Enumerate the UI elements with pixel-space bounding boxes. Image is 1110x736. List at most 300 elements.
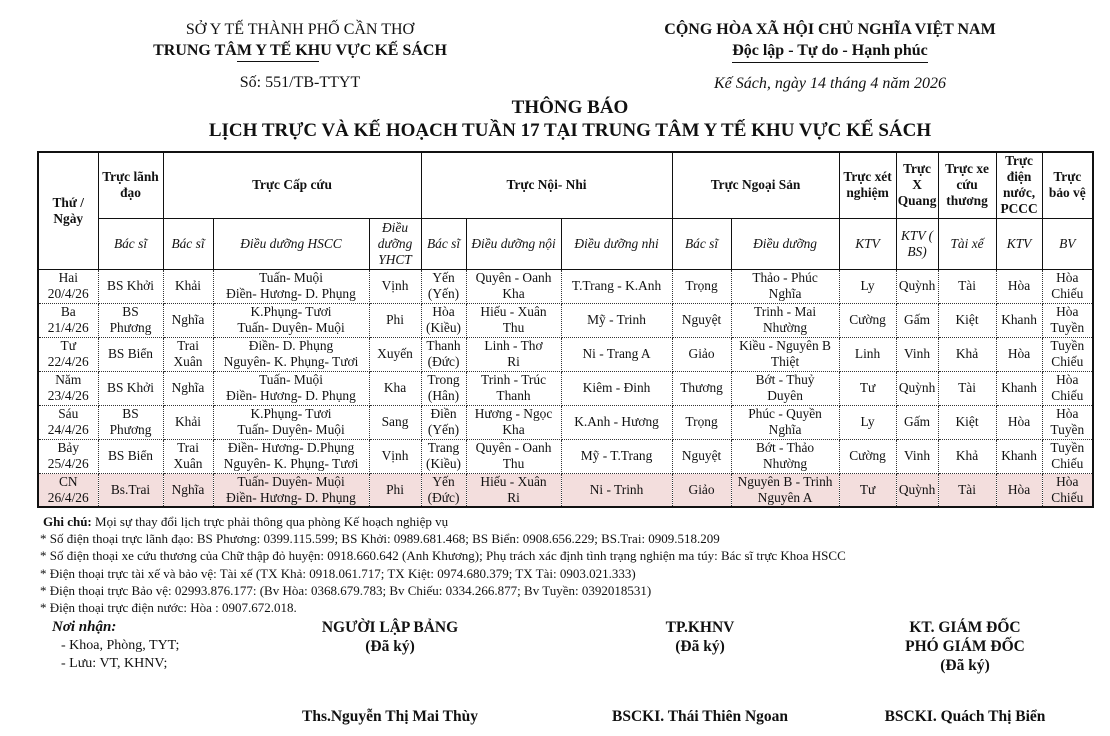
- signature-preparer: [290, 618, 490, 725]
- cell-text: Hòa: [432, 304, 455, 319]
- note-general-text: Mọi sự thay đổi lịch trực phải thông qua phòng Kế hoạch nghiệp vụ: [91, 514, 449, 529]
- organization-name: [120, 40, 480, 62]
- cell-text: Kiều - Nguyên B: [739, 338, 831, 353]
- internal-doctor-cell: [421, 303, 466, 337]
- cell-text: Khả: [955, 346, 979, 361]
- xray-cell: [896, 371, 938, 405]
- cell-text: Giảo: [688, 346, 715, 361]
- header-surgery-obstetrics: Trực Ngoại Sản: [672, 152, 839, 218]
- cell-text: Thu: [502, 456, 525, 471]
- xray-cell: [896, 439, 938, 473]
- issuing-agency-block: [120, 20, 480, 92]
- cell-text: Tuyền: [1050, 422, 1085, 437]
- xray-cell: [896, 337, 938, 371]
- cell-text: Phi: [386, 312, 404, 327]
- cell-text: Tuyền: [1050, 338, 1085, 353]
- cell-text: Nghĩa: [768, 286, 802, 301]
- internal-nurse-cell: [466, 405, 561, 439]
- guard-cell: [1042, 269, 1093, 303]
- table-row: [38, 439, 1093, 473]
- cell-text: K.Anh - Hương: [574, 414, 659, 429]
- cell-text: BS: [122, 406, 139, 421]
- cell-text: 23/4/26: [47, 388, 89, 403]
- cell-text: Trinh - Mai: [754, 304, 817, 319]
- cell-text: Kha: [383, 380, 407, 395]
- subheader-lab-tech: KTV: [839, 218, 896, 269]
- cell-text: Tuấn- Muội: [259, 372, 323, 387]
- internal-nurse-cell: [466, 371, 561, 405]
- cell-text: Ni - Trang A: [582, 346, 651, 361]
- cell-text: Hiếu - Xuân: [480, 473, 547, 489]
- signature-role: KT. GIÁM ĐỐC: [909, 619, 1021, 636]
- signature-status: (Đã ký): [675, 638, 725, 655]
- cell-text: Hương - Ngọc: [474, 406, 553, 421]
- title-schedule: LỊCH TRỰC VÀ KẾ HOẠCH TUẦN 17 TẠI TRUNG TÂM Y TẾ KHU VỰC KẾ SÁCH: [208, 120, 932, 141]
- internal-doctor-cell: [421, 473, 466, 507]
- recipient-item: - Lưu: VT, KHNV;: [61, 656, 168, 671]
- cell-text: Xuyến: [377, 346, 413, 361]
- cell-text: BS Khởi: [107, 278, 154, 293]
- subheader-xray-tech: KTV ( BS): [896, 218, 938, 269]
- cell-text: Nhường: [762, 456, 808, 471]
- internal-nurse-cell: [466, 473, 561, 507]
- guard-cell: [1042, 303, 1093, 337]
- header-internal-pediatrics: Trực Nội- Nhi: [421, 152, 672, 218]
- surgery-doctor-cell: [672, 303, 731, 337]
- cell-text: Tuấn- Duyên- Muội: [237, 473, 345, 489]
- cell-text: Chiếu: [1051, 388, 1084, 403]
- er-yhct-cell: [369, 337, 421, 371]
- cell-text: Khanh: [1001, 448, 1037, 463]
- leader-cell: [98, 303, 163, 337]
- cell-text: Chiếu: [1051, 489, 1084, 505]
- er-nurse-cell: [213, 337, 369, 371]
- driver-cell: [938, 405, 996, 439]
- cell-text: 25/4/26: [47, 456, 89, 471]
- cell-text: Nguyệt: [681, 312, 722, 327]
- cell-text: Cường: [849, 312, 886, 327]
- cell-text: Nguyên- K. Phụng- Tươi: [223, 354, 359, 369]
- cell-text: Trong: [427, 372, 460, 387]
- cell-text: Tuấn- Duyên- Muội: [237, 320, 345, 335]
- cell-text: Chiếu: [1051, 286, 1084, 301]
- er-yhct-cell: [369, 371, 421, 405]
- surgery-doctor-cell: [672, 405, 731, 439]
- er-yhct-cell: [369, 405, 421, 439]
- cell-text: 24/4/26: [47, 422, 89, 437]
- utilities-cell: [996, 405, 1042, 439]
- cell-text: K.Phụng- Tươi: [250, 406, 332, 421]
- cell-text: Kiêm - Đinh: [582, 380, 651, 395]
- cell-text: Trọng: [685, 278, 718, 293]
- note-line: * Số điện thoại trực lãnh đạo: BS Phương: 0399.115.599; BS Khởi: 0989.681.468; BS Biển: 0908.656.229; BS.Trai: 0909.518.209: [40, 531, 720, 547]
- cell-text: Quỳnh: [898, 380, 936, 395]
- internal-doctor-cell: [421, 371, 466, 405]
- er-doctor-cell: [163, 439, 213, 473]
- cell-text: Điền- D. Phụng: [248, 338, 334, 353]
- cell-text: Duyên: [767, 388, 803, 403]
- cell-text: Ri: [507, 489, 520, 505]
- cell-text: Linh - Thơ: [484, 338, 543, 353]
- cell-text: 20/4/26: [47, 286, 89, 301]
- er-yhct-cell: [369, 473, 421, 507]
- cell-text: Phương: [109, 422, 152, 437]
- subheader-driver: Tài xế: [938, 218, 996, 269]
- organization-underline: [237, 61, 319, 62]
- leader-cell: [98, 473, 163, 507]
- cell-text: Kiệt: [955, 414, 979, 429]
- day-cell: [38, 405, 98, 439]
- cell-text: Nghĩa: [171, 481, 205, 497]
- utilities-cell: [996, 303, 1042, 337]
- internal-nurse-cell: [466, 337, 561, 371]
- surgery-doctor-cell: [672, 439, 731, 473]
- lab-cell: [839, 371, 896, 405]
- er-yhct-cell: [369, 439, 421, 473]
- pediatric-nurse-cell: [561, 269, 672, 303]
- signature-role: PHÓ GIÁM ĐỐC: [905, 638, 1025, 655]
- organization-label: TRUNG TÂM Y TẾ KHU VỰC KẾ SÁCH: [153, 42, 447, 59]
- surgery-nurse-cell: [731, 371, 839, 405]
- cell-text: Hòa: [1007, 481, 1031, 497]
- cell-text: Khanh: [1001, 312, 1037, 327]
- cell-text: Thảo - Phúc: [752, 270, 818, 285]
- cell-text: Thu: [502, 320, 525, 335]
- cell-text: Vinh: [904, 346, 931, 361]
- er-nurse-cell: [213, 473, 369, 507]
- signature-khnv-head: [600, 618, 800, 725]
- cell-text: Hiếu - Xuân: [480, 304, 547, 319]
- note-line: * Điện thoại trực tài xế và bảo vệ: Tài xế (TX Khả: 0918.061.717; TX Kiệt: 0974.680.379; TX Tài: 0903.021.333): [40, 565, 636, 581]
- cell-text: (Yến): [427, 286, 460, 301]
- subheader-pediatric-nurse: Điều dưỡng nhi: [561, 218, 672, 269]
- signature-name: Ths.Nguyễn Thị Mai Thùy: [301, 708, 479, 725]
- lab-cell: [839, 439, 896, 473]
- cell-text: Hai: [58, 270, 78, 285]
- subheader-leadership-doctor: Bác sĩ: [98, 218, 163, 269]
- internal-doctor-cell: [421, 337, 466, 371]
- cell-text: (Hân): [427, 388, 460, 403]
- subheader-surgery-doctor: Bác sĩ: [672, 218, 731, 269]
- internal-doctor-cell: [421, 269, 466, 303]
- header-utilities: Trực điện nước, PCCC: [996, 152, 1042, 218]
- driver-cell: [938, 303, 996, 337]
- lab-cell: [839, 269, 896, 303]
- cell-text: Nguyên A: [757, 489, 813, 505]
- cell-text: Vịnh: [381, 448, 409, 463]
- cell-text: Điền- Hương- D. Phụng: [226, 489, 356, 505]
- cell-text: Nguyên B - Trinh: [737, 473, 833, 489]
- day-cell: [38, 473, 98, 507]
- header-leadership: Trực lãnh đạo: [98, 152, 163, 218]
- cell-text: Gấm: [904, 414, 931, 429]
- lab-cell: [839, 405, 896, 439]
- cell-text: Kha: [502, 422, 525, 437]
- leader-cell: [98, 337, 163, 371]
- cell-text: Trinh - Trúc: [481, 372, 547, 387]
- cell-text: Hòa: [1007, 414, 1031, 429]
- surgery-nurse-cell: [731, 269, 839, 303]
- header-day: Thứ / Ngày: [38, 152, 98, 269]
- lab-cell: [839, 303, 896, 337]
- table-row: [38, 371, 1093, 405]
- nation-title: CỘNG HÒA XÃ HỘI CHỦ NGHĨA VIỆT NAM: [664, 21, 996, 38]
- leader-cell: [98, 269, 163, 303]
- table-sub-header-row: [38, 218, 1093, 269]
- note-general: [40, 513, 1090, 530]
- subheader-guard: BV: [1042, 218, 1093, 269]
- cell-text: CN: [58, 473, 78, 489]
- signature-status: (Đã ký): [940, 657, 990, 674]
- cell-text: Tuấn- Duyên- Muội: [237, 422, 345, 437]
- cell-text: Nghĩa: [171, 312, 205, 327]
- cell-text: Phi: [386, 481, 404, 497]
- cell-text: Khải: [174, 278, 202, 293]
- cell-text: Trai: [177, 440, 199, 455]
- cell-text: Thiệt: [770, 354, 800, 369]
- cell-text: Ba: [60, 304, 76, 319]
- lab-cell: [839, 473, 896, 507]
- internal-nurse-cell: [466, 439, 561, 473]
- note-line: * Điện thoại trực điện nước: Hòa : 0907.672.018.: [40, 600, 297, 616]
- cell-text: Trọng: [685, 414, 718, 429]
- cell-text: Tư: [859, 481, 876, 497]
- notes-section: [40, 513, 1090, 616]
- cell-text: Khanh: [1001, 380, 1037, 395]
- internal-doctor-cell: [421, 439, 466, 473]
- national-header-block: [620, 20, 1040, 93]
- guard-cell: [1042, 473, 1093, 507]
- cell-text: Giảo: [688, 481, 715, 497]
- driver-cell: [938, 439, 996, 473]
- document-number: Số: 551/TB-TTYT: [239, 74, 361, 91]
- cell-text: Hòa: [1056, 304, 1079, 319]
- cell-text: BS: [122, 304, 139, 319]
- xray-cell: [896, 405, 938, 439]
- cell-text: (Đức): [427, 354, 460, 369]
- day-cell: [38, 269, 98, 303]
- utilities-cell: [996, 473, 1042, 507]
- document-title: [0, 97, 1110, 143]
- pediatric-nurse-cell: [561, 371, 672, 405]
- guard-cell: [1042, 405, 1093, 439]
- utilities-cell: [996, 269, 1042, 303]
- cell-text: Điền- Hương- D. Phụng: [226, 286, 356, 301]
- cell-text: Xuân: [173, 456, 203, 471]
- cell-text: Hòa: [1007, 346, 1031, 361]
- cell-text: Nghĩa: [171, 380, 205, 395]
- cell-text: Hòa: [1056, 372, 1079, 387]
- cell-text: Phương: [109, 320, 152, 335]
- cell-text: Gấm: [904, 312, 931, 327]
- leader-cell: [98, 405, 163, 439]
- subheader-internal-doctor: Bác sĩ: [421, 218, 466, 269]
- er-nurse-cell: [213, 405, 369, 439]
- cell-text: Bớt - Thuỷ: [755, 372, 815, 387]
- cell-text: Tài: [958, 278, 976, 293]
- cell-text: 22/4/26: [47, 354, 89, 369]
- cell-text: Hòa: [1056, 473, 1079, 489]
- cell-text: Quỳnh: [898, 481, 936, 497]
- surgery-doctor-cell: [672, 337, 731, 371]
- internal-nurse-cell: [466, 269, 561, 303]
- table-group-header-row: [38, 152, 1093, 218]
- cell-text: Tuấn- Muội: [259, 270, 323, 285]
- cell-text: Tư: [60, 338, 76, 353]
- cell-text: Ly: [860, 414, 875, 429]
- note-title: Ghi chú:: [43, 514, 92, 529]
- guard-cell: [1042, 371, 1093, 405]
- cell-text: (Kiều): [426, 456, 461, 471]
- national-motto: Độc lập - Tự do - Hạnh phúc: [732, 40, 928, 63]
- cell-text: Xuân: [173, 354, 203, 369]
- cell-text: Điền: [430, 406, 457, 421]
- cell-text: Yến: [432, 270, 455, 285]
- duty-schedule-table: [37, 151, 1094, 508]
- cell-text: Thanh: [426, 338, 461, 353]
- cell-text: Nhường: [762, 320, 808, 335]
- er-doctor-cell: [163, 371, 213, 405]
- cell-text: Cường: [849, 448, 886, 463]
- cell-text: Nguyên- K. Phụng- Tươi: [223, 456, 359, 471]
- cell-text: Tài: [958, 380, 976, 395]
- er-yhct-cell: [369, 269, 421, 303]
- cell-text: Điền- Hương- D. Phụng: [226, 388, 356, 403]
- internal-doctor-cell: [421, 405, 466, 439]
- issue-date: Kế Sách, ngày 14 tháng 4 năm 2026: [714, 75, 946, 92]
- table-row: [38, 269, 1093, 303]
- cell-text: Chiếu: [1051, 456, 1084, 471]
- er-nurse-cell: [213, 371, 369, 405]
- cell-text: Nghĩa: [768, 422, 802, 437]
- subheader-internal-nurse: Điều dưỡng nội: [466, 218, 561, 269]
- er-doctor-cell: [163, 337, 213, 371]
- er-doctor-cell: [163, 473, 213, 507]
- pediatric-nurse-cell: [561, 337, 672, 371]
- cell-text: Tuyền: [1050, 320, 1085, 335]
- er-nurse-cell: [213, 303, 369, 337]
- signature-name: BSCKI. Thái Thiên Ngoan: [611, 708, 789, 725]
- table-row: [38, 303, 1093, 337]
- cell-text: Trai: [177, 338, 199, 353]
- cell-text: Tuyền: [1050, 440, 1085, 455]
- cell-text: Tài: [958, 481, 976, 497]
- recipient-item: - Khoa, Phòng, TYT;: [61, 637, 180, 653]
- subheader-emergency-nurse-hscc: Điều dưỡng HSCC: [213, 218, 369, 269]
- leader-cell: [98, 371, 163, 405]
- xray-cell: [896, 269, 938, 303]
- recipients-label: Nơi nhận:: [52, 619, 117, 635]
- pediatric-nurse-cell: [561, 439, 672, 473]
- subheader-emergency-doctor: Bác sĩ: [163, 218, 213, 269]
- cell-text: 26/4/26: [47, 489, 89, 505]
- header-lab: Trực xét nghiệm: [839, 152, 896, 218]
- cell-text: Thương: [680, 380, 723, 395]
- cell-text: Trang: [427, 440, 460, 455]
- cell-text: Bảy: [57, 440, 80, 455]
- cell-text: Bs.Trai: [110, 481, 151, 497]
- surgery-doctor-cell: [672, 371, 731, 405]
- cell-text: Ly: [860, 278, 875, 293]
- cell-text: Mỹ - T.Trang: [580, 448, 653, 463]
- cell-text: Kha: [502, 286, 525, 301]
- header-xray: Trực X Quang: [896, 152, 938, 218]
- signature-deputy-director: [860, 618, 1070, 725]
- cell-text: Khả: [955, 448, 979, 463]
- cell-text: Kiệt: [955, 312, 979, 327]
- subheader-surgery-nurse: Điều dưỡng: [731, 218, 839, 269]
- day-cell: [38, 303, 98, 337]
- cell-text: Phúc - Quyền: [748, 406, 822, 421]
- leader-cell: [98, 439, 163, 473]
- cell-text: Quyên - Oanh: [475, 440, 552, 455]
- subheader-utilities-tech: KTV: [996, 218, 1042, 269]
- cell-text: Tư: [859, 380, 876, 395]
- guard-cell: [1042, 337, 1093, 371]
- note-line: * Số điện thoại xe cứu thương của Chữ thập đỏ huyện: 0918.660.642 (Anh Khương); Phụ trách xác định tình trạng nghiện ma túy: Bác sĩ trực Khoa HSCC: [40, 548, 846, 564]
- cell-text: Hòa: [1056, 270, 1079, 285]
- cell-text: Bớt - Thảo: [755, 440, 815, 455]
- cell-text: (Yến): [427, 422, 460, 437]
- cell-text: BS Biển: [107, 346, 154, 361]
- cell-text: Khải: [174, 414, 202, 429]
- cell-text: Hòa: [1007, 278, 1031, 293]
- title-notice: THÔNG BÁO: [511, 97, 629, 118]
- internal-nurse-cell: [466, 303, 561, 337]
- cell-text: Ni - Trinh: [589, 481, 644, 497]
- cell-text: Vịnh: [381, 278, 409, 293]
- utilities-cell: [996, 439, 1042, 473]
- er-doctor-cell: [163, 303, 213, 337]
- cell-text: Năm: [55, 372, 82, 387]
- er-nurse-cell: [213, 269, 369, 303]
- cell-text: Mỹ - Trinh: [587, 312, 646, 327]
- surgery-nurse-cell: [731, 405, 839, 439]
- header-emergency: Trực Cấp cứu: [163, 152, 421, 218]
- cell-text: Ri: [507, 354, 520, 369]
- er-doctor-cell: [163, 269, 213, 303]
- cell-text: Chiếu: [1051, 354, 1084, 369]
- cell-text: BS Khởi: [107, 380, 154, 395]
- cell-text: 21/4/26: [47, 320, 89, 335]
- day-cell: [38, 337, 98, 371]
- signature-status: (Đã ký): [365, 638, 415, 655]
- surgery-nurse-cell: [731, 337, 839, 371]
- signature-role: TP.KHNV: [665, 619, 735, 636]
- utilities-cell: [996, 337, 1042, 371]
- er-doctor-cell: [163, 405, 213, 439]
- cell-text: Hòa: [1056, 406, 1079, 421]
- pediatric-nurse-cell: [561, 473, 672, 507]
- xray-cell: [896, 473, 938, 507]
- cell-text: T.Trang - K.Anh: [571, 278, 662, 293]
- cell-text: Điền- Hương- D.Phụng: [227, 440, 355, 455]
- utilities-cell: [996, 371, 1042, 405]
- recipients-block: [52, 618, 312, 674]
- guard-cell: [1042, 439, 1093, 473]
- parent-agency: SỞ Y TẾ THÀNH PHỐ CẦN THƠ: [185, 21, 415, 38]
- er-nurse-cell: [213, 439, 369, 473]
- cell-text: K.Phụng- Tươi: [250, 304, 332, 319]
- schedule-body: [38, 269, 1093, 507]
- subheader-emergency-nurse-yhct: Điều dưỡng YHCT: [369, 218, 421, 269]
- header-ambulance: Trực xe cứu thương: [938, 152, 996, 218]
- table-row: [38, 473, 1093, 507]
- surgery-nurse-cell: [731, 303, 839, 337]
- cell-text: Quyên - Oanh: [475, 270, 552, 285]
- driver-cell: [938, 337, 996, 371]
- signature-role: NGƯỜI LẬP BẢNG: [321, 619, 459, 636]
